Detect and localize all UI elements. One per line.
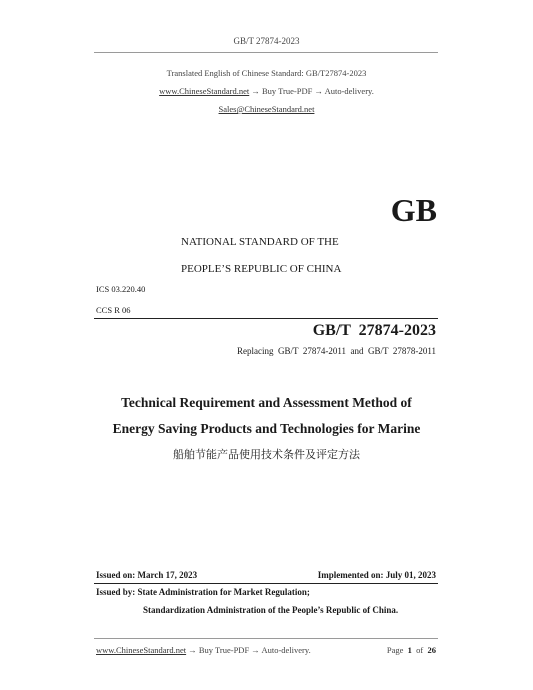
running-header: GB/T 27874-2023 [233, 36, 300, 46]
national-standard-line1: NATIONAL STANDARD OF THE [181, 236, 339, 248]
page-of: of [416, 645, 424, 655]
national-standard-line2: PEOPLE’S REPUBLIC OF CHINA [181, 263, 342, 275]
standard-rule [94, 318, 438, 319]
ccs-code: CCS R 06 [96, 305, 131, 315]
email-link[interactable]: Sales@ChineseStandard.net [218, 104, 315, 114]
site-link[interactable]: www.ChineseStandard.net [159, 86, 250, 96]
arrow-icon: → [188, 645, 197, 655]
arrow-icon: → [251, 645, 260, 655]
page-indicator [387, 645, 436, 655]
title-zh: 船舶节能产品使用技术条件及评定方法 [173, 448, 360, 461]
title-en-line1: Technical Requirement and Assessment Method of [121, 395, 412, 410]
translation-note: Translated English of Chinese Standard: GB/T27874-2023 [166, 68, 367, 78]
standard-number: GB/T 27874-2023 [312, 322, 436, 339]
page-current: 1 [407, 645, 412, 655]
footer-buy-text: Buy True-PDF [198, 645, 250, 655]
buy-text: Buy True-PDF [262, 86, 313, 96]
implemented-date: Implemented on: July 01, 2023 [317, 570, 436, 580]
auto-delivery-text: Auto-delivery. [324, 86, 374, 96]
header-rule [94, 52, 438, 53]
footer-rule [94, 638, 438, 639]
email-row [0, 104, 533, 114]
page-total: 26 [427, 645, 436, 655]
gb-logo: GB [390, 192, 437, 228]
page-label: Page [386, 645, 404, 655]
footer-auto-delivery-text: Auto-delivery. [261, 645, 311, 655]
issued-date: Issued on: March 17, 2023 [96, 570, 198, 580]
title-en-line2: Energy Saving Products and Technologies for Marine [112, 421, 421, 436]
issuer-line1: Issued by: State Administration for Market Regulation; [96, 587, 310, 597]
issuer-line2: Standardization Administration of the People’s Republic of China. [143, 605, 399, 615]
banner-links [0, 86, 533, 96]
arrow-icon: → [251, 86, 260, 96]
ics-code: ICS 03.220.40 [96, 284, 146, 294]
footer-site-link[interactable]: www.ChineseStandard.net [96, 645, 187, 655]
footer-links [96, 645, 311, 655]
dates-rule [94, 583, 438, 584]
replacing-note: Replacing GB/T 27874-2011 and GB/T 27878-2011 [237, 346, 436, 356]
arrow-icon: → [314, 86, 323, 96]
